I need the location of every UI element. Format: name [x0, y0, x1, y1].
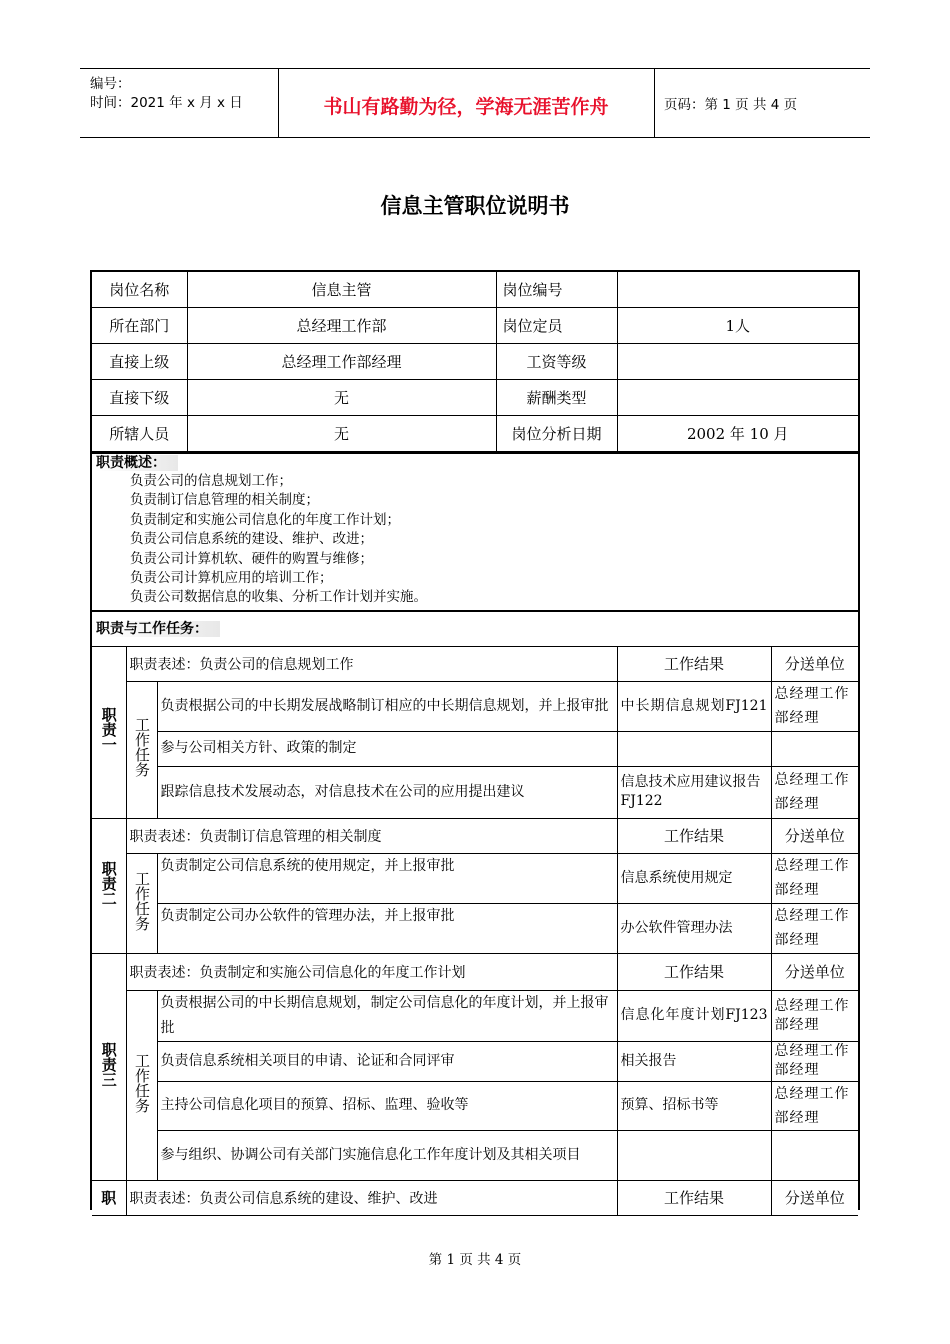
info-key: 所在部门 — [92, 308, 187, 344]
task-destination: 总经理工作部经理 — [771, 681, 858, 731]
info-row — [92, 344, 858, 380]
motto: 书山有路勤为径，学海无涯苦作舟 — [323, 96, 609, 118]
task-destination: 总经理工作部经理 — [771, 903, 858, 953]
task-result: 相关报告 — [617, 1041, 771, 1081]
info-value — [617, 344, 858, 380]
summary-line: 负责公司计算机应用的培训工作； — [130, 570, 333, 587]
task-row — [92, 1130, 858, 1180]
duty-description: 职责表述：负责公司的信息规划工作 — [126, 646, 617, 681]
task-text: 负责制定公司办公软件的管理办法，并上报审批 — [157, 903, 617, 953]
number-label: 编号： — [90, 76, 131, 92]
section-title: 职责与工作任务： — [96, 621, 220, 637]
task-label: 工作任务 — [133, 870, 151, 931]
info-value: 无 — [187, 380, 496, 416]
result-header: 工作结果 — [617, 1180, 771, 1215]
task-destination — [771, 731, 858, 766]
info-key: 直接上级 — [92, 344, 187, 380]
result-header: 工作结果 — [617, 953, 771, 990]
duty-label: 职 — [92, 1180, 126, 1215]
task-text: 负责根据公司的中长期发展战略制订相应的中长期信息规划，并上报审批 — [157, 681, 617, 731]
page-header — [80, 68, 870, 138]
result-header: 工作结果 — [617, 818, 771, 853]
summary-line: 负责公司数据信息的收集、分析工作计划并实施。 — [130, 589, 427, 606]
info-key: 岗位编号 — [496, 272, 617, 308]
task-result: 中长期信息规划FJ121 — [617, 681, 771, 731]
task-label: 工作任务 — [133, 1052, 151, 1113]
duty-header-row — [92, 818, 858, 853]
header-motto-cell — [278, 69, 655, 137]
duty-label — [92, 953, 126, 1180]
info-value: 总经理工作部 — [187, 308, 496, 344]
task-row — [92, 1081, 858, 1130]
info-key: 薪酬类型 — [496, 380, 617, 416]
document-title: 信息主管职位说明书 — [380, 194, 570, 218]
info-key: 岗位名称 — [92, 272, 187, 308]
duty-header-row — [92, 1180, 858, 1215]
info-key: 岗位分析日期 — [496, 416, 617, 452]
info-row — [92, 416, 858, 452]
info-table — [92, 272, 858, 452]
header-meta — [80, 69, 279, 137]
task-text: 跟踪信息技术发展动态，对信息技术在公司的应用提出建议 — [157, 766, 617, 818]
duty-label-text: 职责二 — [99, 860, 118, 906]
task-row — [92, 766, 858, 818]
destination-header: 分送单位 — [771, 646, 858, 681]
duty-header-row — [92, 646, 858, 681]
result-header: 工作结果 — [617, 646, 771, 681]
task-result: 办公软件管理办法 — [617, 903, 771, 953]
info-value — [617, 272, 858, 308]
info-key: 所辖人员 — [92, 416, 187, 452]
info-key: 直接下级 — [92, 380, 187, 416]
info-value: 信息主管 — [187, 272, 496, 308]
page-label: 页码：第 1 页 共 4 页 — [664, 97, 798, 113]
task-text: 负责制定公司信息系统的使用规定，并上报审批 — [157, 853, 617, 903]
task-text: 负责根据公司的中长期信息规划，制定公司信息化的年度计划，并上报审批 — [157, 990, 617, 1041]
task-result: 信息系统使用规定 — [617, 853, 771, 903]
duty-label-text: 职责三 — [99, 1041, 118, 1087]
info-value: 1人 — [617, 308, 858, 344]
destination-header: 分送单位 — [771, 1180, 858, 1215]
task-result — [617, 1130, 771, 1180]
duty-label — [92, 646, 126, 818]
task-destination: 总经理工作部经理 — [771, 1041, 858, 1081]
summary-line: 负责公司信息系统的建设、维护、改进； — [130, 531, 373, 548]
page-footer: 第 1 页 共 4 页 — [428, 1252, 522, 1268]
task-row — [92, 853, 858, 903]
summary-line: 负责制订信息管理的相关制度； — [130, 492, 319, 509]
info-key: 岗位定员 — [496, 308, 617, 344]
time-label: 时间：2021 年 x 月 x 日 — [90, 95, 243, 111]
task-destination: 总经理工作部经理 — [771, 853, 858, 903]
duty-description: 职责表述：负责公司信息系统的建设、维护、改进 — [126, 1180, 617, 1215]
task-destination — [771, 1130, 858, 1180]
task-row — [92, 681, 858, 731]
task-result: 信息化年度计划FJ123 — [617, 990, 771, 1041]
task-row — [92, 1041, 858, 1081]
info-row — [92, 308, 858, 344]
duty-description: 职责表述：负责制订信息管理的相关制度 — [126, 818, 617, 853]
summary-line: 负责公司计算机软、硬件的购置与维修； — [130, 550, 373, 567]
duty-label-text: 职责一 — [99, 707, 118, 753]
destination-header: 分送单位 — [771, 953, 858, 990]
duty-label — [92, 818, 126, 953]
task-result: 预算、招标书等 — [617, 1081, 771, 1130]
task-destination: 总经理工作部经理 — [771, 1081, 858, 1130]
info-value: 无 — [187, 416, 496, 452]
info-value: 2002 年 10 月 — [617, 416, 858, 452]
task-result: 信息技术应用建议报告 FJ122 — [617, 766, 771, 818]
task-destination: 总经理工作部经理 — [771, 990, 858, 1041]
info-value: 总经理工作部经理 — [187, 344, 496, 380]
destination-header: 分送单位 — [771, 818, 858, 853]
task-text: 主持公司信息化项目的预算、招标、监理、验收等 — [157, 1081, 617, 1130]
info-key: 工资等级 — [496, 344, 617, 380]
duty-header-row — [92, 953, 858, 990]
task-row — [92, 990, 858, 1041]
duty-summary-section — [92, 452, 858, 610]
task-row — [92, 903, 858, 953]
duty-description: 职责表述：负责制定和实施公司信息化的年度工作计划 — [126, 953, 617, 990]
duty-summary — [92, 472, 858, 610]
task-text: 参与公司相关方针、政策的制定 — [157, 731, 617, 766]
task-label: 工作任务 — [133, 717, 151, 778]
info-row — [92, 272, 858, 308]
info-value — [617, 380, 858, 416]
duties-section — [92, 610, 858, 1216]
task-row — [92, 731, 858, 766]
summary-line: 负责公司的信息规划工作； — [130, 473, 292, 489]
info-row — [92, 380, 858, 416]
duties-table — [92, 646, 858, 1216]
summary-line: 负责制定和实施公司信息化的年度工作计划； — [130, 511, 400, 528]
section-title: 职责概述： — [96, 455, 178, 471]
task-text: 负责信息系统相关项目的申请、论证和合同评审 — [157, 1041, 617, 1081]
task-text: 参与组织、协调公司有关部门实施信息化工作年度计划及其相关项目 — [157, 1130, 617, 1180]
job-description-form — [90, 270, 860, 1210]
task-result — [617, 731, 771, 766]
task-destination: 总经理工作部经理 — [771, 766, 858, 818]
